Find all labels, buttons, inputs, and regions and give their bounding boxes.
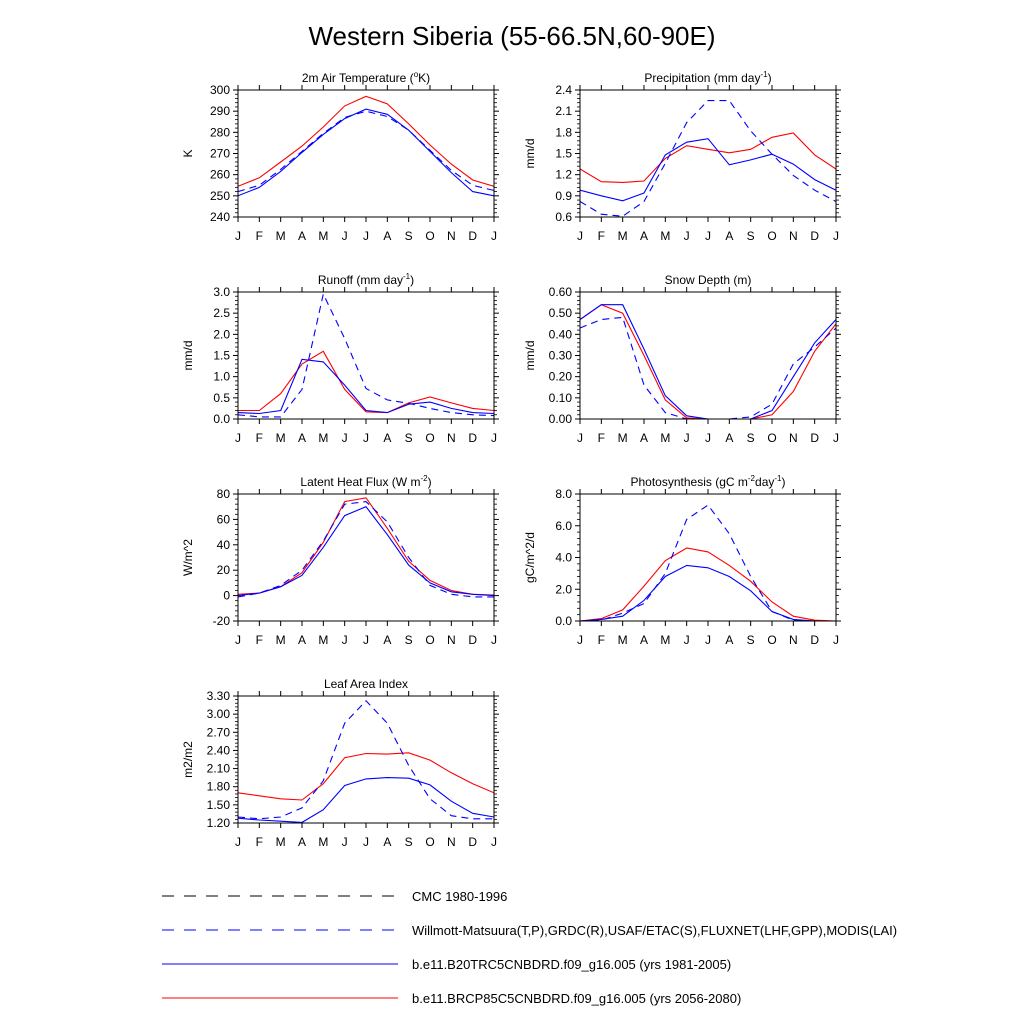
panel-title: Snow Depth (m) — [664, 273, 752, 287]
x-tick-label: J — [683, 431, 690, 445]
x-tick-label: S — [746, 229, 755, 243]
y-tick-label: 4.0 — [555, 550, 572, 565]
y-tick-label: 1.2 — [555, 167, 572, 182]
x-tick-label: A — [639, 229, 649, 243]
series-line-3 — [238, 294, 494, 417]
x-tick-label: J — [683, 633, 690, 647]
x-tick-label: J — [363, 835, 369, 849]
panel-title: Runoff (mm day$^{-1}$) — [317, 272, 415, 287]
y-tick-label: 1.80 — [206, 779, 230, 794]
y-tick-label: 1.5 — [555, 146, 572, 161]
series-group — [580, 101, 836, 217]
x-tick-label: N — [788, 431, 798, 445]
series-line-1 — [238, 753, 494, 800]
x-tick-label: A — [725, 431, 734, 445]
plot-frame — [580, 494, 836, 621]
series-line-3 — [580, 317, 836, 419]
y-tick-label: 0.5 — [213, 390, 230, 405]
x-tick-label: A — [383, 835, 392, 849]
panel-7 — [181, 677, 499, 849]
y-tick-label: 6.0 — [555, 518, 572, 533]
legend-label: CMC 1980-1996 — [412, 889, 508, 904]
y-tick-label: 1.0 — [213, 369, 230, 384]
panel-5 — [181, 474, 499, 647]
x-tick-label: M — [617, 229, 628, 243]
y-tick-label: 40 — [216, 537, 230, 552]
x-tick-label: J — [833, 431, 839, 445]
x-tick-label: M — [660, 633, 671, 647]
x-tick-label: J — [705, 633, 711, 647]
legend-item-3 — [162, 957, 731, 972]
y-tick-label: 2.5 — [213, 306, 230, 321]
plot-frame — [238, 494, 494, 621]
x-tick-label: F — [255, 633, 264, 647]
y-tick-label: 1.5 — [213, 348, 230, 363]
y-tick-label: 0.0 — [213, 412, 230, 426]
x-tick-label: N — [446, 431, 456, 445]
panel-6 — [523, 474, 841, 647]
x-tick-label: D — [468, 431, 478, 445]
series-line-3 — [580, 101, 836, 217]
x-tick-label: A — [297, 633, 307, 647]
y-tick-label: 0.00 — [548, 412, 572, 426]
x-tick-label: O — [425, 229, 435, 243]
x-tick-label: J — [833, 229, 839, 243]
x-tick-label: N — [788, 633, 798, 647]
x-tick-label: A — [383, 229, 392, 243]
x-tick-label: M — [660, 431, 671, 445]
x-tick-label: J — [577, 229, 583, 243]
panel-1 — [181, 70, 499, 243]
y-tick-label: 2.0 — [213, 327, 230, 342]
y-tick-label: 300 — [209, 83, 230, 97]
x-tick-label: O — [425, 633, 435, 647]
figure-title: Western Siberia (55-66.5N,60-90E) — [308, 21, 716, 51]
y-tick-label: 3.0 — [213, 285, 230, 299]
y-tick-label: 2.0 — [555, 582, 572, 597]
y-tick-label: 0.6 — [555, 210, 572, 224]
y-axis-label: mm/d — [523, 138, 537, 169]
x-tick-label: F — [255, 835, 264, 849]
x-tick-label: S — [746, 633, 755, 647]
y-tick-label: 2.70 — [206, 725, 230, 740]
panel-2 — [523, 70, 841, 243]
series-line-2 — [238, 109, 494, 196]
y-tick-label: 0.60 — [548, 285, 572, 299]
x-tick-label: J — [341, 835, 348, 849]
x-tick-label: D — [810, 229, 820, 243]
x-tick-label: F — [597, 633, 606, 647]
x-tick-label: J — [235, 835, 241, 849]
x-tick-label: M — [275, 835, 286, 849]
y-tick-label: 0.50 — [548, 306, 572, 321]
y-tick-label: 2.10 — [206, 761, 230, 776]
y-tick-label: 240 — [209, 210, 230, 224]
y-axis-label: mm/d — [181, 340, 195, 371]
y-tick-label: 8.0 — [555, 487, 572, 501]
y-tick-label: 0.30 — [548, 348, 572, 363]
x-tick-label: A — [297, 835, 307, 849]
series-group — [238, 96, 494, 195]
y-tick-label: 1.20 — [206, 816, 230, 830]
y-tick-label: 2.40 — [206, 743, 230, 758]
x-tick-label: F — [255, 229, 264, 243]
y-tick-label: 290 — [209, 104, 230, 119]
x-tick-label: A — [383, 431, 392, 445]
x-tick-label: A — [725, 229, 734, 243]
y-tick-label: 270 — [209, 146, 230, 161]
panel-4 — [523, 273, 841, 445]
panel-title: Precipitation (mm day$^{-1}$) — [644, 70, 772, 85]
x-tick-label: N — [788, 229, 798, 243]
series-line-2 — [238, 507, 494, 596]
y-tick-label: 60 — [216, 512, 230, 527]
panels — [181, 70, 841, 849]
x-tick-label: M — [275, 229, 286, 243]
series-group — [238, 294, 494, 417]
x-tick-label: D — [468, 835, 478, 849]
series-group — [580, 305, 836, 419]
x-tick-label: J — [341, 229, 348, 243]
x-tick-label: J — [833, 633, 839, 647]
y-tick-label: 0.9 — [555, 188, 572, 203]
x-tick-label: M — [318, 431, 329, 445]
plot-frame — [580, 90, 836, 217]
x-tick-label: J — [341, 431, 348, 445]
x-tick-label: J — [491, 835, 497, 849]
y-tick-label: 0.40 — [548, 327, 572, 342]
y-tick-label: 0 — [223, 588, 230, 603]
y-axis-label: mm/d — [523, 340, 537, 371]
x-tick-label: M — [660, 229, 671, 243]
legend-item-2 — [162, 923, 897, 938]
y-tick-label: 3.00 — [206, 707, 230, 722]
legend-label: b.e11.B20TRC5CNBDRD.f09_g16.005 (yrs 1981-2005) — [412, 957, 732, 972]
plot-frame — [238, 292, 494, 419]
x-tick-label: J — [705, 431, 711, 445]
y-tick-label: 1.8 — [555, 125, 572, 140]
series-line-2 — [238, 778, 494, 823]
x-tick-label: J — [235, 431, 241, 445]
x-tick-label: S — [746, 431, 755, 445]
y-tick-label: 250 — [209, 188, 230, 203]
y-tick-label: 280 — [209, 125, 230, 140]
x-tick-label: D — [810, 633, 820, 647]
y-tick-label: 0.10 — [548, 390, 572, 405]
series-group — [238, 498, 494, 597]
x-tick-label: M — [617, 633, 628, 647]
x-tick-label: J — [363, 633, 369, 647]
x-tick-label: F — [597, 431, 606, 445]
series-line-1 — [238, 498, 494, 595]
x-tick-label: N — [446, 835, 456, 849]
x-tick-label: J — [491, 431, 497, 445]
legend-item-1 — [162, 889, 507, 904]
x-tick-label: N — [446, 633, 456, 647]
x-tick-label: M — [318, 229, 329, 243]
x-tick-label: M — [318, 835, 329, 849]
series-line-3 — [238, 111, 494, 191]
series-line-2 — [580, 305, 836, 419]
x-tick-label: F — [255, 431, 264, 445]
y-tick-label: 20 — [216, 563, 230, 578]
x-tick-label: N — [446, 229, 456, 243]
x-tick-label: M — [617, 431, 628, 445]
x-tick-label: J — [491, 633, 497, 647]
y-tick-label: 0.0 — [555, 614, 572, 628]
series-line-1 — [580, 548, 836, 621]
x-tick-label: O — [767, 431, 777, 445]
panel-title: 2m Air Temperature ($^o$K) — [301, 70, 431, 85]
x-tick-label: F — [597, 229, 606, 243]
x-tick-label: O — [767, 229, 777, 243]
panel-title: Latent Heat Flux (W $m^{-2}$) — [300, 474, 432, 489]
series-line-3 — [580, 505, 836, 621]
x-tick-label: J — [341, 633, 348, 647]
x-tick-label: D — [468, 633, 478, 647]
x-tick-label: O — [425, 431, 435, 445]
x-tick-label: D — [468, 229, 478, 243]
x-tick-label: O — [767, 633, 777, 647]
x-tick-label: A — [639, 431, 649, 445]
legend — [162, 889, 897, 1006]
y-axis-label: K — [181, 149, 195, 158]
series-line-3 — [238, 502, 494, 597]
series-line-1 — [238, 351, 494, 412]
y-tick-label: 80 — [216, 487, 230, 501]
legend-item-4 — [162, 991, 741, 1006]
x-tick-label: J — [683, 229, 690, 243]
y-tick-label: 2.1 — [555, 104, 572, 119]
y-axis-label: W/m^2 — [181, 539, 195, 576]
x-tick-label: M — [275, 431, 286, 445]
x-tick-label: J — [577, 431, 583, 445]
y-tick-label: 1.50 — [206, 797, 230, 812]
x-tick-label: J — [705, 229, 711, 243]
series-line-1 — [580, 133, 836, 182]
x-tick-label: D — [810, 431, 820, 445]
series-line-2 — [580, 139, 836, 201]
x-tick-label: J — [363, 431, 369, 445]
y-axis-label: m2/m2 — [181, 741, 195, 778]
x-tick-label: A — [297, 431, 307, 445]
y-tick-label: -20 — [212, 614, 230, 628]
x-tick-label: J — [363, 229, 369, 243]
series-line-1 — [580, 305, 836, 419]
series-line-3 — [238, 701, 494, 819]
x-tick-label: A — [725, 633, 734, 647]
y-tick-label: 0.20 — [548, 369, 572, 384]
legend-label: Willmott-Matsuura(T,P),GRDC(R),USAF/ETAC(S),FLUXNET(LHF,GPP),MODIS(LAI) — [412, 923, 898, 938]
y-axis-label: gC/m^2/d — [523, 532, 537, 583]
series-line-2 — [580, 565, 836, 621]
panel-title: Photosynthesis (gC $m^{-2}day^{-1}$) — [630, 474, 786, 489]
series-group — [580, 505, 836, 621]
y-tick-label: 2.4 — [555, 83, 572, 97]
series-line-2 — [238, 359, 494, 413]
y-tick-label: 3.30 — [206, 689, 230, 703]
x-tick-label: J — [491, 229, 497, 243]
x-tick-label: J — [577, 633, 583, 647]
x-tick-label: A — [639, 633, 649, 647]
x-tick-label: S — [404, 633, 413, 647]
x-tick-label: M — [318, 633, 329, 647]
x-tick-label: J — [235, 633, 241, 647]
series-group — [238, 701, 494, 823]
x-tick-label: O — [425, 835, 435, 849]
legend-label: b.e11.BRCP85C5CNBDRD.f09_g16.005 (yrs 2056-2080) — [412, 991, 742, 1006]
x-tick-label: S — [404, 431, 413, 445]
x-tick-label: S — [404, 835, 413, 849]
x-tick-label: S — [404, 229, 413, 243]
x-tick-label: A — [383, 633, 392, 647]
x-tick-label: A — [297, 229, 307, 243]
panel-title: Leaf Area Index — [323, 677, 409, 691]
y-tick-label: 260 — [209, 167, 230, 182]
x-tick-label: M — [275, 633, 286, 647]
panel-3 — [181, 272, 499, 445]
x-tick-label: J — [235, 229, 241, 243]
